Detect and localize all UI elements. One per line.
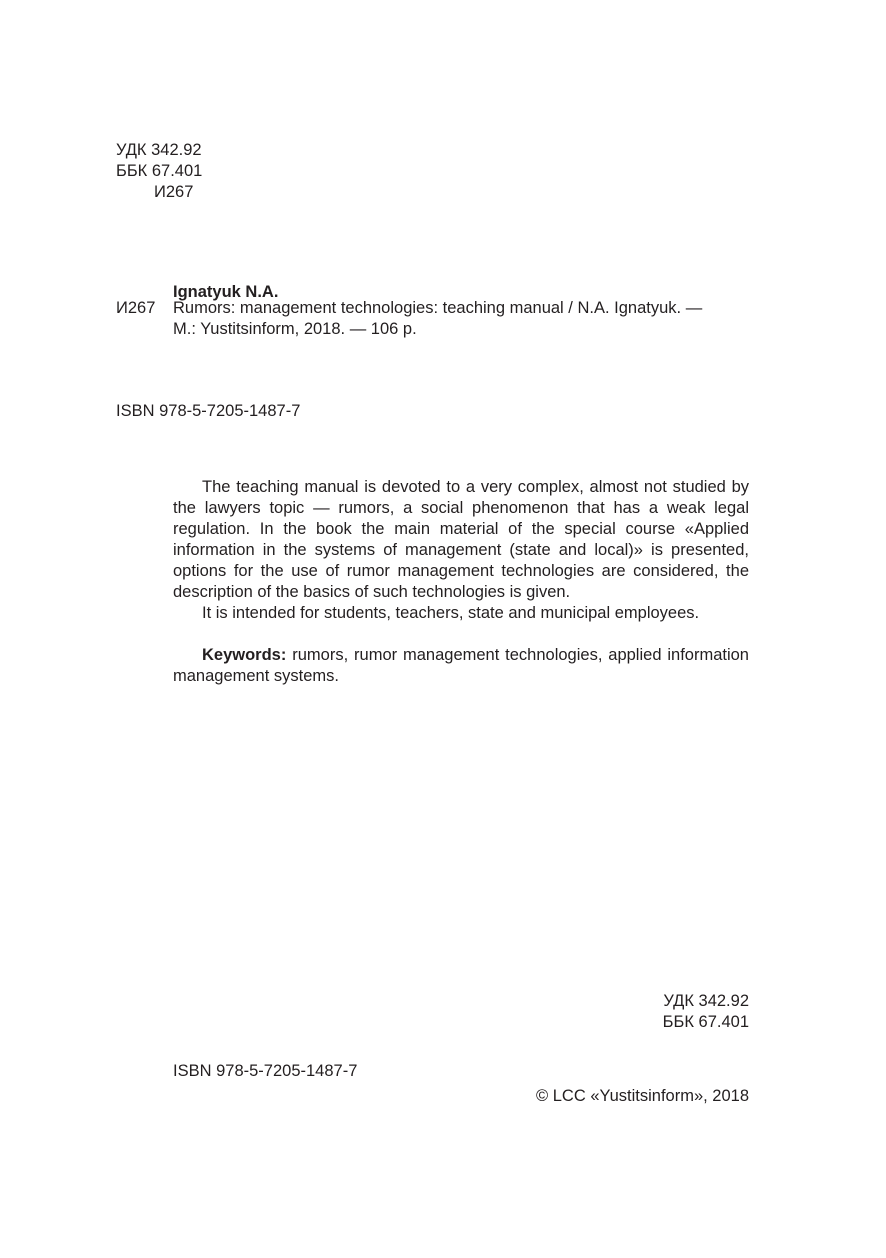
- udc-code-bottom: УДК 342.92: [663, 992, 749, 1010]
- classification-block-top: [116, 140, 202, 203]
- isbn-bottom: ISBN 978-5-7205-1487-7: [173, 1062, 358, 1080]
- bbk-code-bottom: ББК 67.401: [662, 1013, 749, 1031]
- bbk-code: ББК 67.401: [116, 162, 203, 180]
- keywords-text: rumors, rumor management technologies, applied information management systems.: [173, 646, 749, 685]
- catalog-author: Ignatyuk N.A.: [173, 283, 279, 301]
- catalog-description-line-1: Rumors: management technologies: teaching manual / N.A. Ignatyuk. —: [173, 299, 703, 317]
- abstract-paragraph-2: It is intended for students, teachers, state and municipal employees.: [202, 604, 700, 622]
- copyright-notice: © LCC «Yustitsinform», 2018: [535, 1087, 749, 1105]
- keywords-label: Keywords:: [202, 646, 287, 664]
- classification-block-bottom: [663, 991, 749, 1033]
- catalog-description-line-2: M.: Yustitsinform, 2018. — 106 p.: [173, 320, 417, 338]
- udc-code: УДК 342.92: [116, 141, 202, 159]
- catalog-description: [173, 298, 749, 340]
- isbn-top: ISBN 978-5-7205-1487-7: [116, 402, 301, 420]
- author-mark: И267: [154, 183, 194, 201]
- catalog-author-mark: И267: [116, 299, 156, 317]
- abstract: [173, 477, 749, 687]
- keywords: [173, 645, 749, 687]
- abstract-paragraph-1: The teaching manual is devoted to a very complex, almost not studied by the lawyers topic — rumors, a social phenomenon that has a weak legal regulation. In the book the main material of the special course «Applied information in the systems of management (state and local)» is presented, options for the use of rumor management technologies are considered, the description of the basics of such technologies is given.: [173, 478, 749, 601]
